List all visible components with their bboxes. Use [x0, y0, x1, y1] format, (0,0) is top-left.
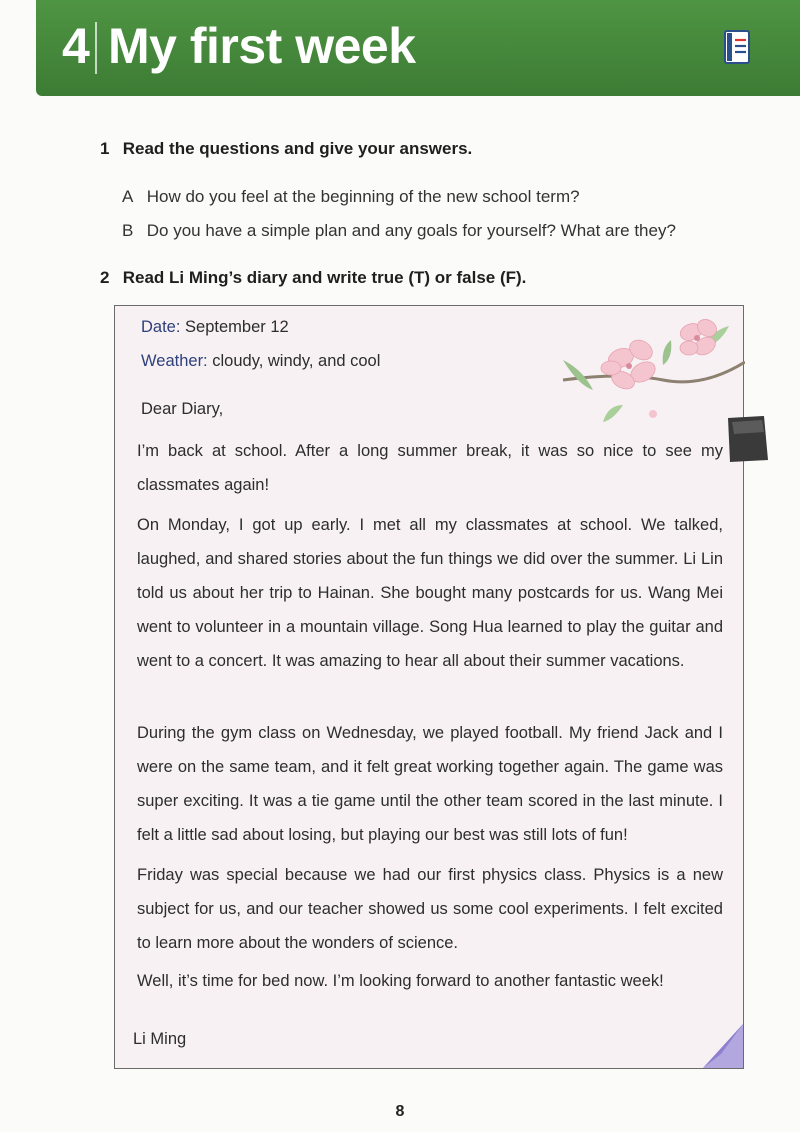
task-1-number: 1 [100, 139, 110, 158]
question-b [122, 221, 676, 241]
question-a [122, 187, 580, 207]
task-1-instruction: Read the questions and give your answers. [122, 139, 473, 158]
diary-greeting: Dear Diary, [141, 400, 224, 418]
date-label: Date: [141, 318, 181, 336]
weather-label: Weather: [141, 352, 208, 370]
date-value: September 12 [185, 318, 289, 336]
question-b-letter: B [122, 221, 134, 240]
unit-title: My first week [108, 18, 416, 74]
book-icon [724, 30, 750, 64]
diary-signature: Li Ming [133, 1030, 187, 1048]
diary-date [141, 318, 289, 337]
unit-divider [95, 22, 97, 74]
diary-paragraph-5: Well, it’s time for bed now. I’m looking forward to another fantastic week! [137, 972, 664, 990]
task-2-instruction: Read Li Ming’s diary and write true (T) or false (F). [122, 268, 527, 287]
flower-branch-illustration [533, 310, 745, 422]
diary-weather [141, 352, 380, 371]
diary-card [114, 305, 744, 1069]
question-a-text: How do you feel at the beginning of the new school term? [146, 187, 580, 206]
diary-paragraph-4: Friday was special because we had our first physics class. Physics is a new subject for us, and our teacher showed us some cool experiments. I felt excited to learn more about the wonders of science. [137, 866, 723, 952]
binder-clip-illustration [722, 412, 770, 466]
weather-value: cloudy, windy, and cool [212, 352, 381, 370]
diary-paragraph-3: During the gym class on Wednesday, we played football. My friend Jack and I were on the same team, and it felt great working together again. The game was super exciting. It was a tie game until the other team scored in the last minute. I felt a little sad about losing, but playing our best was still lots of fun! [137, 724, 723, 844]
page-fold-corner [703, 1024, 743, 1068]
task-2-heading [100, 268, 526, 288]
question-a-letter: A [122, 187, 134, 206]
diary-paragraph-1: I’m back at school. After a long summer break, it was so nice to see my classmates again! [137, 442, 723, 494]
unit-number: 4 [62, 18, 90, 74]
task-2-number: 2 [100, 268, 110, 287]
question-b-text: Do you have a simple plan and any goals for yourself? What are they? [146, 221, 676, 240]
task-1-heading [100, 139, 472, 159]
diary-paragraph-2: On Monday, I got up early. I met all my classmates at school. We talked, laughed, and shared stories about the fun things we did over the summer. Li Lin told us about her trip to Hainan. She bought many postcards for us. Wang Mei went to volunteer in a mountain village. Song Hua learned to play the guitar and went to a concert. It was amazing to hear all about their summer vacations. [137, 516, 723, 670]
page-number: 8 [395, 1103, 405, 1120]
